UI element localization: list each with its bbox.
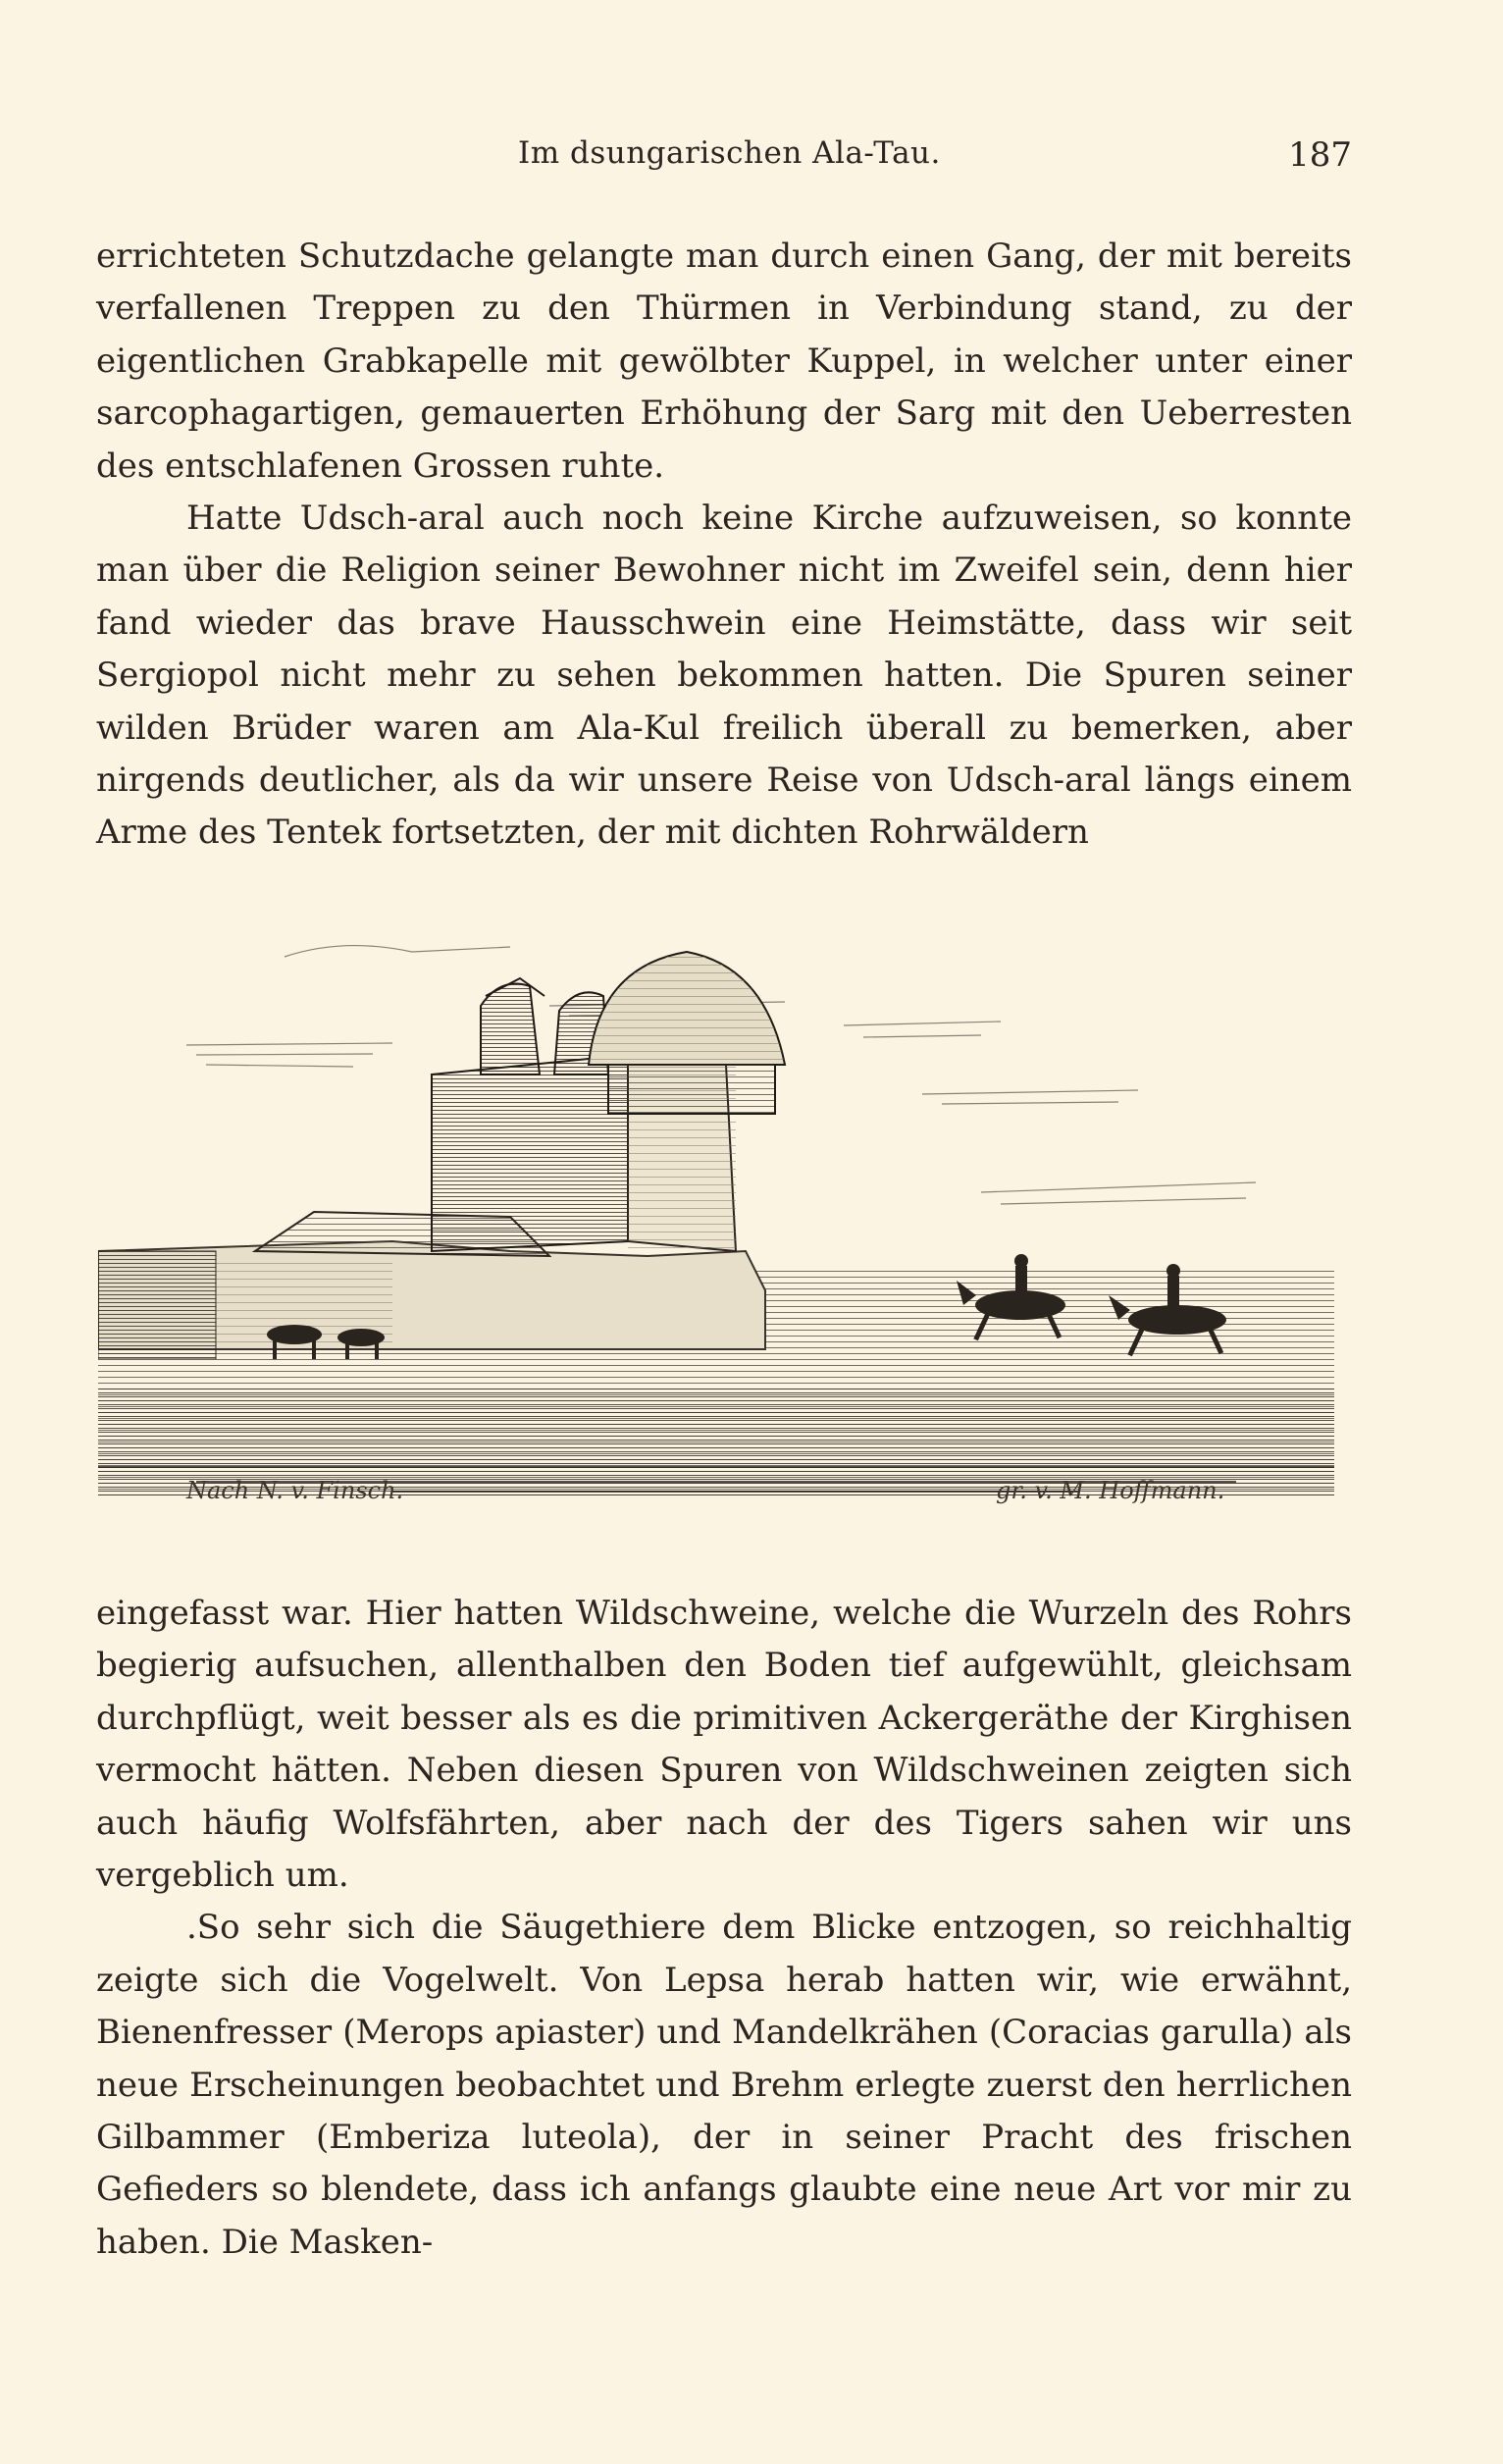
text-block-top bbox=[96, 231, 1352, 860]
paragraph: .So sehr sich die Säugethiere dem Blicke entzogen, so reichhaltig zeigte sich die Vogelwelt. Von Lepsa herab hatten wir, wie erwähnt, Bienenfresser (Merops apiaster) und Mandelkrähen (Coracias garulla) als neue Erscheinungen beobachtet und Brehm erlegte zuerst den herrlichen Gilbammer (Emberiza luteola), der in seiner Pracht des frischen Gefieders so blendete, dass ich anfangs glaubte eine neue Art vor mir zu haben. Die Masken- bbox=[96, 1908, 1352, 2262]
running-head bbox=[96, 135, 1352, 184]
paragraph: Hatte Udsch-aral auch noch keine Kirche aufzuweisen, so konnte man über die Religion seiner Bewohner nicht im Zweifel sein, denn hier fand wieder das brave Hausschwein eine Heimstätte, dass wir seit Sergiopol nicht mehr zu sehen bekommen hatten. Die Spuren seiner wilden Brüder waren am Ala-Kul freilich überall zu bemerken, aber nirgends deutlicher, als da wir unsere Reise von Udsch-aral längs einem Arme des Tentek fortsetzten, der mit dichten Rohrwäldern bbox=[96, 498, 1352, 853]
paragraph: errichteten Schutzdache gelangte man durch einen Gang, der mit bereits verfallenen Treppen zu den Thürmen in Verbindung stand, zu der eigentlichen Grabkapelle mit gewölbter Kuppel, in welcher unter einer sarcophagartigen, gemauerten Erhöhung der Sarg mit den Ueberresten des entschlafenen Grossen ruhte. bbox=[96, 236, 1352, 486]
running-title: Im dsungarischen Ala-Tau. bbox=[518, 135, 941, 171]
paragraph: eingefasst war. Hier hatten Wildschweine, welche die Wurzeln des Rohrs begierig aufsuchen, allenthalben den Boden tief aufgewühlt, gleichsam durchpflügt, weit besser als es die primitiven Ackergeräthe der Kirghisen vermocht hätten. Neben diesen Spuren von Wildschweinen zeigten sich auch häufig Wolfsfährten, aber nach der des Tigers sahen wir uns vergeblich um. bbox=[96, 1594, 1352, 1896]
illustration-signature-right: gr. v. M. Hoffmann. bbox=[996, 1477, 1225, 1504]
illustration-tomb bbox=[98, 917, 1334, 1526]
page-number: 187 bbox=[1288, 135, 1352, 175]
text-block-bottom bbox=[96, 1588, 1352, 2269]
illustration-signature-left: Nach N. v. Finsch. bbox=[186, 1477, 404, 1504]
